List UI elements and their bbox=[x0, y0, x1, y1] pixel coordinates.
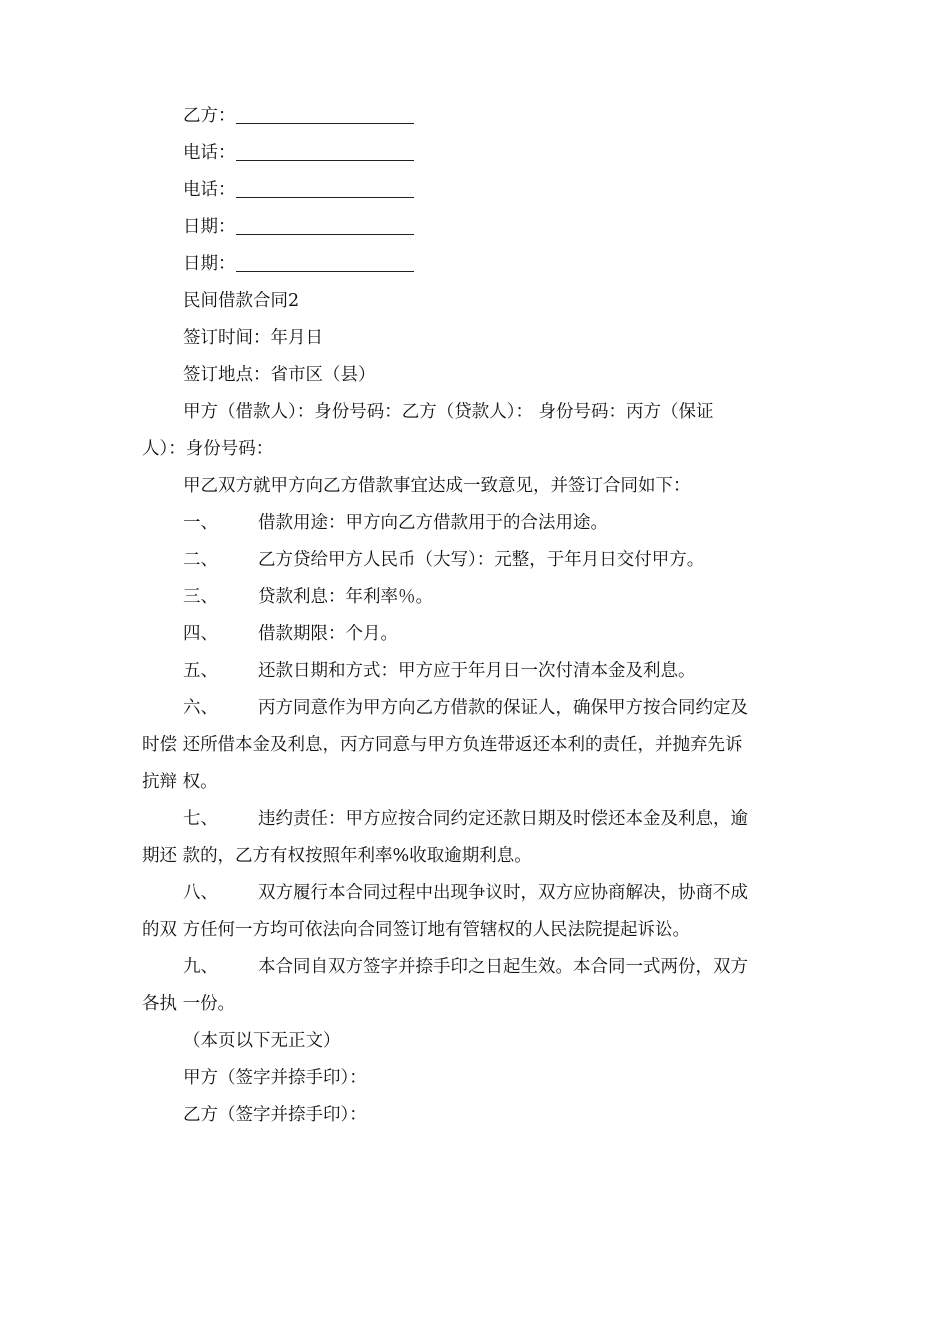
clause-1 bbox=[142, 505, 804, 542]
clause-8 bbox=[142, 875, 804, 912]
clause-4 bbox=[142, 616, 804, 653]
clause-3 bbox=[142, 579, 804, 616]
field-label: 日期： bbox=[183, 254, 236, 274]
contract-intro: 甲乙双方就甲方向乙方借款事宜达成一致意见，并签订合同如下： bbox=[183, 476, 691, 496]
party-b-signature-line: 乙方（签字并捺手印）： bbox=[183, 1105, 367, 1125]
clause-9 bbox=[142, 949, 804, 986]
blank-line bbox=[236, 249, 414, 272]
clause-number: 二、 bbox=[183, 550, 218, 570]
clause-number: 一、 bbox=[183, 513, 218, 533]
blank-line bbox=[236, 138, 414, 161]
field-label: 乙方： bbox=[183, 106, 236, 126]
party-a-signature-line: 甲方（签字并捺手印）： bbox=[183, 1068, 367, 1088]
document-body bbox=[142, 98, 804, 1134]
clause-6-cont-2: 抗辩 权。 bbox=[142, 772, 218, 792]
clause-text: 贷款利息：年利率％。 bbox=[258, 587, 433, 607]
signature-field-phone-1 bbox=[142, 135, 804, 172]
clause-6 bbox=[142, 690, 804, 727]
clause-text: 双方履行本合同过程中出现争议时，双方应协商解决，协商不成 bbox=[258, 883, 748, 903]
contract-title: 民间借款合同2 bbox=[183, 291, 300, 311]
clause-number: 六、 bbox=[183, 698, 218, 718]
clause-9-cont-1: 各执 一份。 bbox=[142, 994, 236, 1014]
clause-text: 乙方贷给甲方人民币（大写）：元整，于年月日交付甲方。 bbox=[258, 550, 705, 570]
clause-7 bbox=[142, 801, 804, 838]
blank-line bbox=[236, 212, 414, 235]
clause-number: 七、 bbox=[183, 809, 218, 829]
clause-number: 八、 bbox=[183, 883, 218, 903]
clause-number: 五、 bbox=[183, 661, 218, 681]
no-text-note: （本页以下无正文） bbox=[183, 1031, 341, 1051]
clause-2 bbox=[142, 542, 804, 579]
clause-6-cont-1: 时偿 还所借本金及利息，丙方同意与甲方负连带返还本利的责任，并抛弃先诉 bbox=[142, 735, 743, 755]
field-label: 电话： bbox=[183, 180, 236, 200]
signature-field-phone-2 bbox=[142, 172, 804, 209]
signature-field-date-1 bbox=[142, 209, 804, 246]
blank-line bbox=[236, 101, 414, 124]
clause-text: 还款日期和方式：甲方应于年月日一次付清本金及利息。 bbox=[258, 661, 696, 681]
field-label: 日期： bbox=[183, 217, 236, 237]
clause-7-cont-1: 期还 款的，乙方有权按照年利率%收取逾期利息。 bbox=[142, 846, 532, 866]
parties-line-1: 甲方（借款人）：身份号码：乙方（贷款人）： 身份号码：丙方（保证 bbox=[183, 402, 714, 422]
signature-field-party-b bbox=[142, 98, 804, 135]
clause-text: 本合同自双方签字并捺手印之日起生效。本合同一式两份，双方 bbox=[258, 957, 748, 977]
sign-place: 签订地点：省市区（县） bbox=[183, 365, 376, 385]
clause-text: 丙方同意作为甲方向乙方借款的保证人，确保甲方按合同约定及 bbox=[258, 698, 748, 718]
clause-text: 违约责任：甲方应按合同约定还款日期及时偿还本金及利息，逾 bbox=[258, 809, 748, 829]
parties-line-2: 人）：身份号码： bbox=[142, 439, 274, 459]
blank-line bbox=[236, 175, 414, 198]
clause-5 bbox=[142, 653, 804, 690]
field-label: 电话： bbox=[183, 143, 236, 163]
clause-number: 三、 bbox=[183, 587, 218, 607]
sign-time: 签订时间：年月日 bbox=[183, 328, 323, 348]
clause-number: 四、 bbox=[183, 624, 218, 644]
clause-text: 借款期限：个月。 bbox=[258, 624, 398, 644]
signature-field-date-2 bbox=[142, 246, 804, 283]
clause-number: 九、 bbox=[183, 957, 218, 977]
clause-text: 借款用途：甲方向乙方借款用于的合法用途。 bbox=[258, 513, 608, 533]
clause-8-cont-1: 的双 方任何一方均可依法向合同签订地有管辖权的人民法院提起诉讼。 bbox=[142, 920, 691, 940]
